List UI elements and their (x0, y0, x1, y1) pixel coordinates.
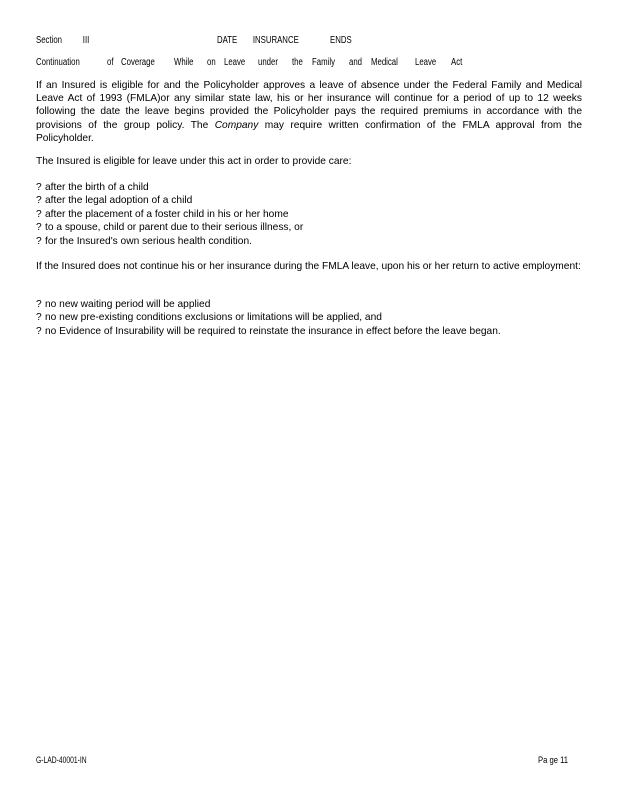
subheading-word: under (258, 57, 278, 68)
subheading-word: on (207, 57, 216, 68)
care-eligibility-paragraph: The Insured is eligible for leave under this act in order to provide care: (36, 156, 352, 167)
subheading-word: Medical (371, 57, 398, 68)
subheading-word: Family (312, 57, 335, 68)
list-item (36, 208, 596, 221)
list-item (36, 235, 596, 248)
subheading-word: Coverage (121, 57, 155, 68)
return-conditions-list (36, 298, 596, 338)
list-item (36, 181, 596, 194)
list-item-text: no new waiting period will be applied (45, 299, 211, 310)
subheading-word: of (107, 57, 114, 68)
subheading-word: Leave (415, 57, 437, 68)
paragraph1-italic: Company (214, 119, 259, 131)
list-item (36, 311, 596, 324)
bullet-glyph: ? (36, 235, 42, 247)
list-item-text: no new pre-existing conditions exclusions or limitations will be applied, and (45, 312, 382, 324)
section-title-date: DATE (216, 35, 238, 46)
form-number: G-LAD-40001-IN (36, 755, 87, 765)
subheading-word: and (349, 57, 363, 68)
bullet-glyph: ? (36, 325, 42, 337)
list-item-text: for the Insured's own serious health condition. (45, 235, 252, 247)
bullet-glyph: ? (36, 222, 42, 234)
bullet-glyph: ? (36, 208, 42, 220)
paragraph1-text-b: may require written confirmation of the FMLA approval from the Policyholder. (36, 119, 582, 144)
subheading-word: While (174, 57, 194, 68)
section-title-insurance: INSURANCE (252, 35, 299, 46)
paragraph1-text-a: If an Insured is eligible for and the Policyholder approves a leave of absence under the Federal Family and Medical Leave Act of 1993 (FMLA)or any similar state law, his or her insurance will continue for a period of up to 12 weeks following the date the leave begins provided the Policyholder pays the required premiums in accordance with the provisions of the group policy. The (36, 80, 582, 131)
subheading-word: the (292, 57, 303, 68)
bullet-glyph: ? (36, 182, 42, 193)
subheading-word: Continuation (36, 57, 80, 68)
list-item (36, 221, 596, 234)
list-item-text: after the birth of a child (45, 182, 149, 193)
subheading-word: Act (451, 57, 463, 68)
list-item-text: after the legal adoption of a child (45, 195, 193, 207)
subheading (36, 57, 596, 71)
care-reasons-list (36, 181, 596, 248)
section-number: III (82, 35, 90, 46)
section-heading (36, 35, 473, 49)
subheading-word: Leave (224, 57, 246, 68)
bullet-glyph: ? (36, 195, 42, 207)
list-item (36, 325, 596, 338)
non-continuation-paragraph: If the Insured does not continue his or her insurance during the FMLA leave, upon his or her return to active employment: (36, 261, 581, 272)
section-title-ends: ENDS (330, 35, 352, 46)
list-item-text: after the placement of a foster child in his or her home (45, 208, 289, 220)
bullet-glyph: ? (36, 299, 42, 310)
list-item-text: to a spouse, child or parent due to their serious illness, or (45, 222, 304, 234)
list-item (36, 194, 596, 207)
page-number: Pa ge 11 (538, 755, 569, 765)
section-label: Section (36, 35, 63, 46)
list-item (36, 298, 596, 311)
bullet-glyph: ? (36, 312, 42, 324)
list-item-text: no Evidence of Insurability will be required to reinstate the insurance in effect before the leave began. (45, 325, 501, 337)
fmla-eligibility-paragraph (36, 79, 582, 145)
